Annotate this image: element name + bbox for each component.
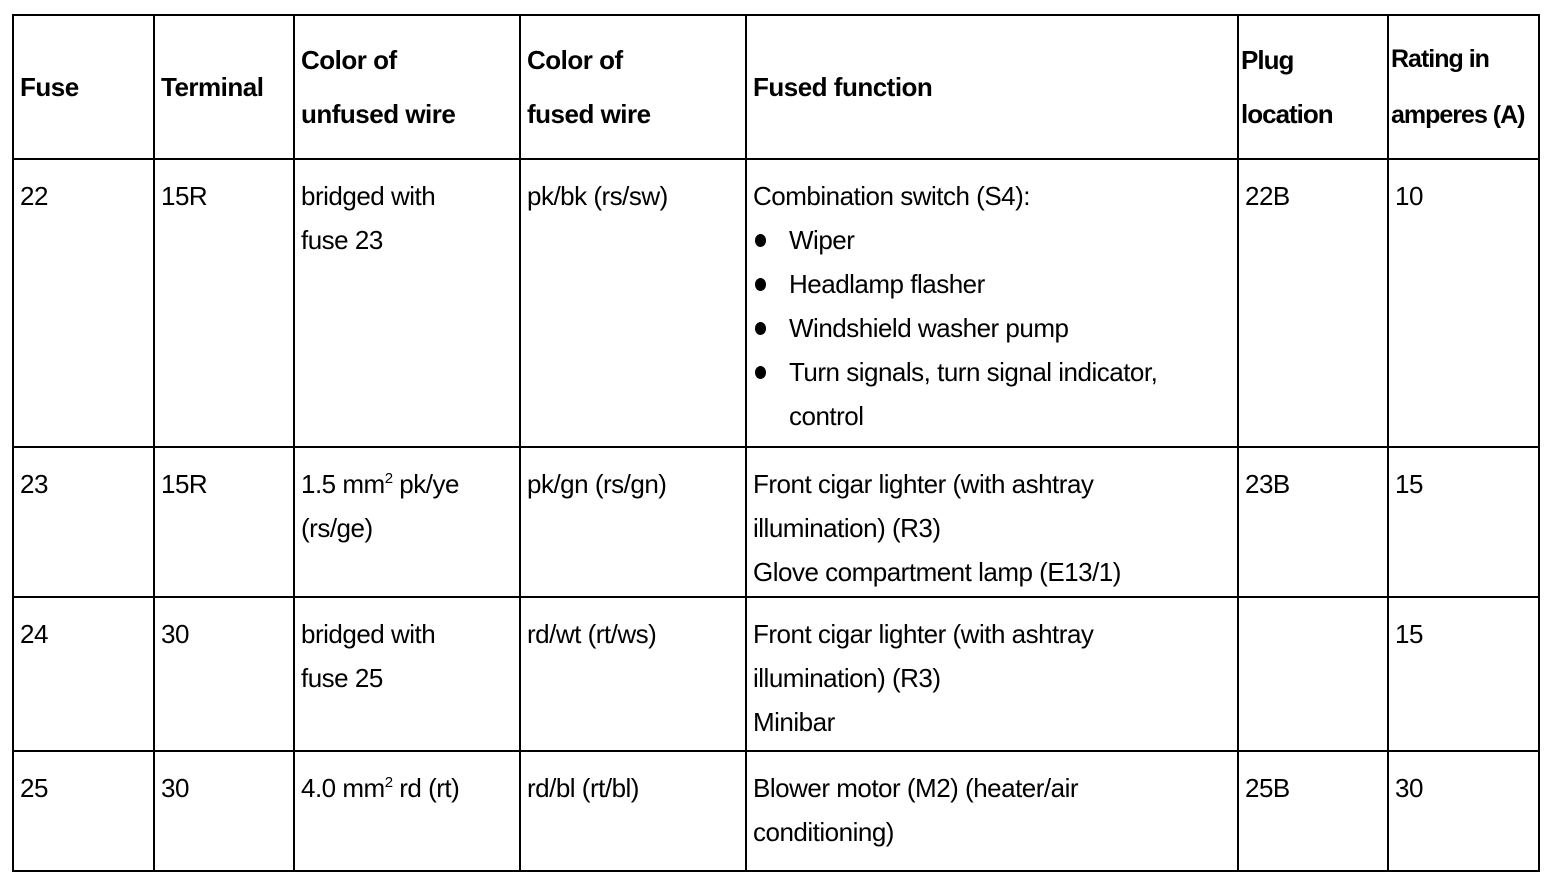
header-rating-line2: amperes (A) [1391, 101, 1525, 129]
table-header-row [13, 15, 1539, 159]
list-item [753, 218, 1231, 262]
plug-location: 23B [1238, 447, 1388, 597]
function-line: illumination) (R3) [753, 663, 941, 693]
function-item: Turn signals, turn signal indicator, [789, 357, 1158, 387]
header-fuse: Fuse [13, 15, 154, 159]
fuse-number: 23 [13, 447, 154, 597]
table-row [13, 159, 1539, 447]
unfused-wire-line2: fuse 25 [301, 663, 383, 693]
fuse-number: 24 [13, 597, 154, 751]
list-item [753, 350, 1231, 394]
wire-size: 4.0 mm [301, 773, 385, 803]
plug-location: 22B [1238, 159, 1388, 447]
terminal: 15R [154, 159, 294, 447]
terminal: 30 [154, 597, 294, 751]
unfused-wire-line2: (rs/ge) [301, 513, 373, 543]
unfused-wire-line1 [301, 766, 513, 810]
wire-size-superscript: 2 [384, 774, 393, 791]
list-item [753, 262, 1231, 306]
header-unfused-wire [294, 15, 520, 159]
bullet-icon [755, 234, 766, 247]
header-terminal: Terminal [154, 15, 294, 159]
fused-wire: pk/gn (rs/gn) [520, 447, 746, 597]
fuse-table [12, 14, 1540, 872]
bullet-icon [755, 322, 766, 335]
rating: 15 [1388, 597, 1539, 751]
bullet-icon [755, 278, 766, 291]
function-line: Glove compartment lamp (E13/1) [753, 557, 1121, 587]
unfused-wire-line1: bridged with [301, 619, 436, 649]
wire-color: rd (rt) [392, 773, 460, 803]
rating: 10 [1388, 159, 1539, 447]
fused-function [746, 597, 1238, 751]
table-row [13, 751, 1539, 871]
header-unfused-wire-line2: unfused wire [301, 99, 456, 129]
unfused-wire [294, 159, 520, 447]
terminal: 15R [154, 447, 294, 597]
unfused-wire [294, 447, 520, 597]
fused-wire: pk/bk (rs/sw) [520, 159, 746, 447]
function-line: Minibar [753, 707, 835, 737]
function-line: conditioning) [753, 817, 894, 847]
plug-location: 25B [1238, 751, 1388, 871]
list-item [753, 306, 1231, 350]
fused-function [746, 751, 1238, 871]
function-continuation: control [789, 401, 864, 431]
plug-location [1238, 597, 1388, 751]
unfused-wire [294, 597, 520, 751]
function-item: Headlamp flasher [789, 269, 985, 299]
fuse-number: 22 [13, 159, 154, 447]
rating: 15 [1388, 447, 1539, 597]
function-item: Windshield washer pump [789, 313, 1069, 343]
wire-size-superscript: 2 [384, 470, 393, 487]
fuse-number: 25 [13, 751, 154, 871]
header-fused-wire-line1: Color of [527, 45, 623, 75]
rating: 30 [1388, 751, 1539, 871]
unfused-wire-line1: bridged with [301, 181, 436, 211]
unfused-wire-line1 [301, 462, 513, 506]
function-bullet-list [753, 218, 1231, 394]
terminal: 30 [154, 751, 294, 871]
function-line: Blower motor (M2) (heater/air [753, 773, 1079, 803]
unfused-wire-line2: fuse 23 [301, 225, 383, 255]
table-row [13, 447, 1539, 597]
function-line: Front cigar lighter (with ashtray [753, 619, 1094, 649]
fused-wire: rd/bl (rt/bl) [520, 751, 746, 871]
fused-function [746, 447, 1238, 597]
function-line: Front cigar lighter (with ashtray [753, 469, 1094, 499]
fused-wire: rd/wt (rt/ws) [520, 597, 746, 751]
wire-color: pk/ye [392, 469, 459, 499]
header-fused-function: Fused function [746, 15, 1238, 159]
function-title: Combination switch (S4): [753, 181, 1030, 211]
header-unfused-wire-line1: Color of [301, 45, 397, 75]
wire-size: 1.5 mm [301, 469, 385, 499]
header-rating [1388, 15, 1539, 159]
header-rating-line1: Rating in [1391, 45, 1489, 73]
bullet-icon [755, 366, 766, 379]
header-fused-wire-line2: fused wire [527, 99, 651, 129]
unfused-wire [294, 751, 520, 871]
function-item: Wiper [789, 225, 855, 255]
header-fused-wire [520, 15, 746, 159]
fused-function [746, 159, 1238, 447]
table-row [13, 597, 1539, 751]
function-line: illumination) (R3) [753, 513, 941, 543]
header-plug-location: Plug location [1238, 15, 1388, 159]
